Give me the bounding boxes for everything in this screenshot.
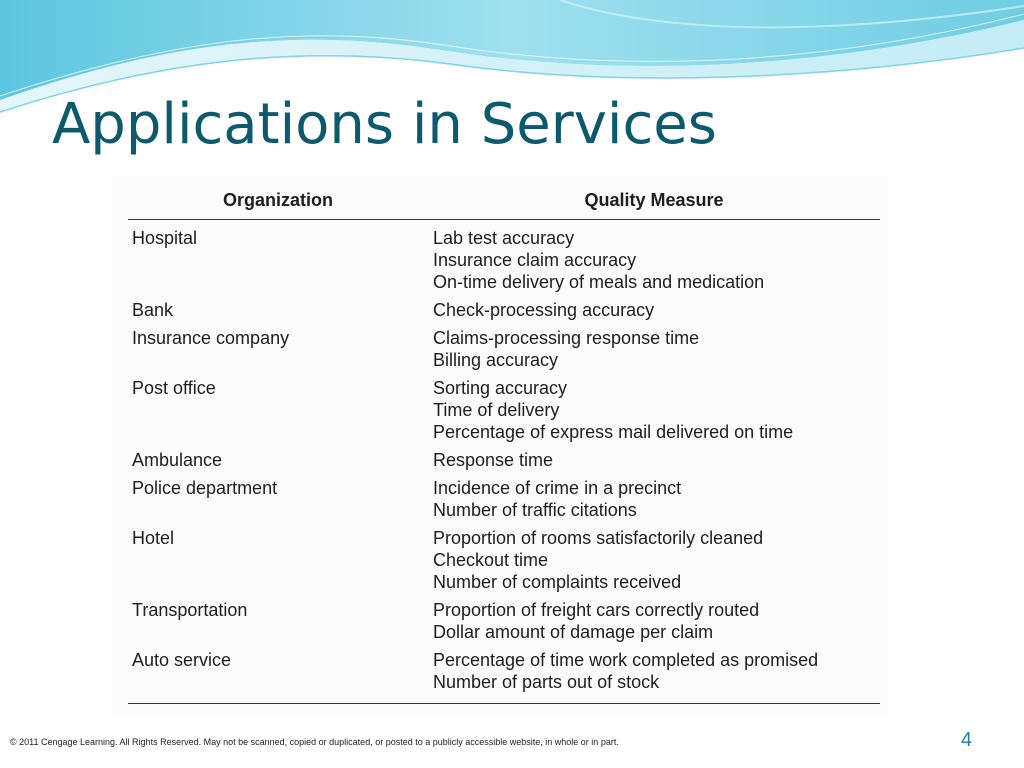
quality-measure-item: On-time delivery of meals and medication [433, 272, 765, 292]
table-row [128, 371, 880, 443]
column-header-organization: Organization [128, 184, 428, 220]
quality-measure-item: Number of parts out of stock [433, 672, 660, 692]
organization-cell: Hospital [132, 228, 198, 248]
quality-measure-item: Number of traffic citations [433, 500, 637, 520]
quality-measure-item: Checkout time [433, 550, 549, 570]
quality-measure-item: Response time [433, 450, 554, 470]
quality-measure-item: Sorting accuracy [433, 378, 568, 398]
slide-title: Applications in Services [52, 92, 717, 157]
table-row [128, 643, 880, 704]
quality-measures-table-panel [112, 176, 888, 716]
quality-measure-item: Proportion of rooms satisfactorily cleaned [433, 528, 764, 548]
quality-measure-item: Incidence of crime in a precinct [433, 478, 682, 498]
organization-cell: Auto service [128, 643, 428, 704]
quality-measure-cell [428, 371, 880, 443]
slide-page-number: 4 [960, 729, 972, 751]
organization-cell: Bank [132, 300, 174, 320]
table-row [128, 471, 880, 521]
quality-measure-item: Insurance claim accuracy [433, 250, 637, 270]
quality-measure-item: Dollar amount of damage per claim [433, 622, 714, 642]
table-row [128, 593, 880, 643]
quality-measure-cell [428, 321, 880, 371]
organization-cell: Ambulance [132, 450, 223, 470]
quality-measure-cell [428, 521, 880, 593]
table-row [128, 321, 880, 371]
quality-measure-item: Lab test accuracy [433, 228, 575, 248]
organization-cell: Transportation [132, 600, 248, 620]
quality-measure-item: Proportion of freight cars correctly routed [433, 600, 760, 620]
table-row [128, 220, 880, 294]
quality-measure-cell [428, 443, 880, 471]
quality-measure-item: Percentage of time work completed as promised [433, 650, 819, 670]
organization-cell: Insurance company [132, 328, 290, 348]
table-header-row [128, 184, 880, 220]
quality-measure-cell [428, 471, 880, 521]
quality-measure-cell [428, 220, 880, 294]
organization-cell: Hotel [132, 528, 175, 548]
table-row [128, 521, 880, 593]
quality-measure-item: Time of delivery [433, 400, 560, 420]
table-row [128, 443, 880, 471]
quality-measures-table [128, 184, 880, 704]
quality-measure-item: Billing accuracy [433, 350, 559, 370]
organization-cell: Police department [132, 478, 278, 498]
quality-measure-item: Number of complaints received [433, 572, 682, 592]
quality-measure-cell [428, 593, 880, 643]
quality-measure-cell [428, 643, 880, 704]
column-header-quality-measure: Quality Measure [428, 184, 880, 220]
organization-cell: Post office [132, 378, 216, 398]
copyright-footer: © 2011 Cengage Learning. All Rights Reserved. May not be scanned, copied or duplicated, or posted to a publicly accessible website, in whole or in part. [10, 737, 619, 747]
table-row [128, 293, 880, 321]
quality-measure-item: Percentage of express mail delivered on time [433, 422, 794, 442]
quality-measure-cell [428, 293, 880, 321]
quality-measure-item: Check-processing accuracy [433, 300, 655, 320]
quality-measure-item: Claims-processing response time [433, 328, 700, 348]
